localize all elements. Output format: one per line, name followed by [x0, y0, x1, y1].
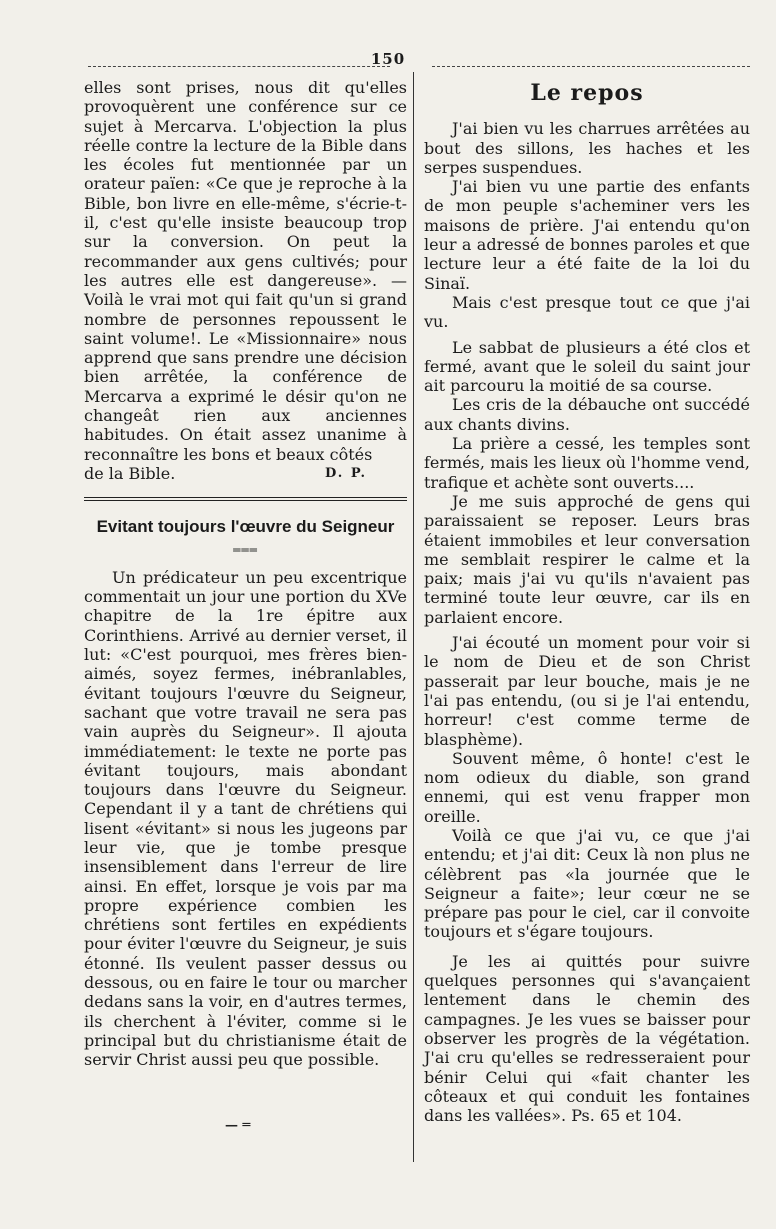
- repos-paragraph-1: J'ai bien vu les charrues arrêtées au bout des sillons, les haches et les serpes suspendues.: [424, 119, 750, 177]
- article1-text: elles sont prises, nous dit qu'elles provoquèrent une conférence sur ce sujet à Mercarva. L'objection la plus réelle contre la lecture de la Bible dans les écoles fut mentionnée par un orateur païen: «Ce que je reproche à la Bible, bon livre en elle-même, s'écrie-t-il, c'est qu'elle insiste beaucoup trop sur la conversion. On peut la recommander aux gens cultivés; pour les autres elle est dangereuse». — Voilà le vrai mot qui fait qu'un si grand nombre de personnes repoussent le saint volume!. Le «Missionnaire» nous apprend que sans prendre une décision bien arrêtée, la conférence de Mercarva a exprimé le désir qu'on ne changeât rien aux anciennes habitudes. On était assez unanime à reconnaître les bons et beaux côtés: [84, 78, 407, 464]
- repos-paragraph-9: Souvent même, ô honte! c'est le nom odieux du diable, son grand ennemi, qui est venu frapper mon oreille.: [424, 748, 750, 826]
- header-rule-left: [88, 66, 390, 67]
- repos-paragraph-3: Mais c'est presque tout ce que j'ai vu.: [424, 292, 750, 332]
- article-separator: [84, 497, 407, 501]
- repos-paragraph-4: Le sabbat de plusieurs a été clos et fermé, avant que le soleil du saint jour ait parcouru la moitié de sa course.: [424, 337, 750, 396]
- article1-closing: [84, 464, 407, 483]
- title-ornament: ═══: [233, 542, 258, 557]
- bottom-ornament: — ═: [225, 1118, 251, 1133]
- repos-paragraph-8: J'ai écouté un moment pour voir si le nom de Dieu et de son Christ passerait par leur bouche, mais je ne l'ai pas entendu, (ou si je l'ai entendu, horreur! c'est comme terme de blasphème).: [424, 633, 750, 749]
- article3-title: Le repos: [530, 80, 644, 106]
- right-column: [424, 78, 750, 1125]
- repos-paragraph-11: Je les ai quittés pour suivre quelques personnes qui s'avançaient lentement dans le chemin des campagnes. Je les vues se baisser pour observer les progrès de la végétation. J'ai cru qu'elles se redresseraient pour bénir Celui qui «fait chanter les côteaux et qui conduit les fontaines dans les vallées». Ps. 65 et 104.: [424, 951, 750, 1126]
- header-rule-right: [432, 66, 750, 67]
- article1-signature: D. P.: [324, 465, 367, 481]
- repos-paragraph-10: Voilà ce que j'ai vu, ce que j'ai entendu; et j'ai dit: Ceux là non plus ne célèbrent pas «la journée que le Seigneur a faite»; leur cœur ne se prépare pas pour le ciel, car il convoite toujours et s'égare toujours.: [424, 825, 750, 942]
- article2-text: Un prédicateur un peu excentrique commentait un jour une portion du XVe chapitre de la 1re épitre aux Corinthiens. Arrivé au dernier verset, il lut: «C'est pourquoi, mes frères bien-aimés, soyez fermes, inébranlables, évitant toujours l'œuvre du Seigneur, sachant que votre travail ne sera pas vain auprès du Seigneur». Il ajouta immédiatement: le texte ne porte pas évitant toujours, mais abondant toujours dans l'œuvre du Seigneur. Cependant il y a tant de chrétiens qui lisent «évitant» si nous les jugeons par leur vie, que je tombe presque insensiblement dans l'erreur de lire ainsi. En effet, lorsque je vois par ma propre expérience combien les chrétiens sont fertiles en expédients pour éviter l'œuvre du Seigneur, je suis étonné. Ils veulent passer dessus ou dessous, ou en faire le tour ou marcher dedans sans la voir, en d'autres termes, ils cherchent à l'éviter, comme si le principal but du christianisme était de servir Christ aussi peu que possible.: [84, 567, 407, 1070]
- repos-paragraph-6: La prière a cessé, les temples sont fermés, mais les lieux où l'homme vend, trafique et achète sont ouverts....: [424, 434, 750, 492]
- repos-paragraph-2: J'ai bien vu une partie des enfants de mon peuple s'acheminer vers les maisons de prière. J'ai entendu qu'on leur a adressé de bonnes paroles et que lecture leur a été faite de la loi du Sinaï.: [424, 177, 750, 293]
- repos-paragraph-7: Je me suis approché de gens qui paraissaient se reposer. Leurs bras étaient immobiles et leur conversation me semblait respirer le calme et la paix; mais j'ai vu qu'ils n'avaient pas terminé toute leur œuvre, car ils en parlaient encore.: [424, 491, 750, 627]
- repos-paragraph-5: Les cris de la débauche ont succédé aux chants divins.: [424, 395, 750, 434]
- article2-title: Evitant toujours l'œuvre du Seigneur: [96, 517, 395, 537]
- left-column: [84, 78, 407, 1070]
- article1-closing-line: de la Bible.: [84, 463, 176, 483]
- column-divider: [413, 72, 414, 1162]
- page-number: 150: [370, 50, 406, 68]
